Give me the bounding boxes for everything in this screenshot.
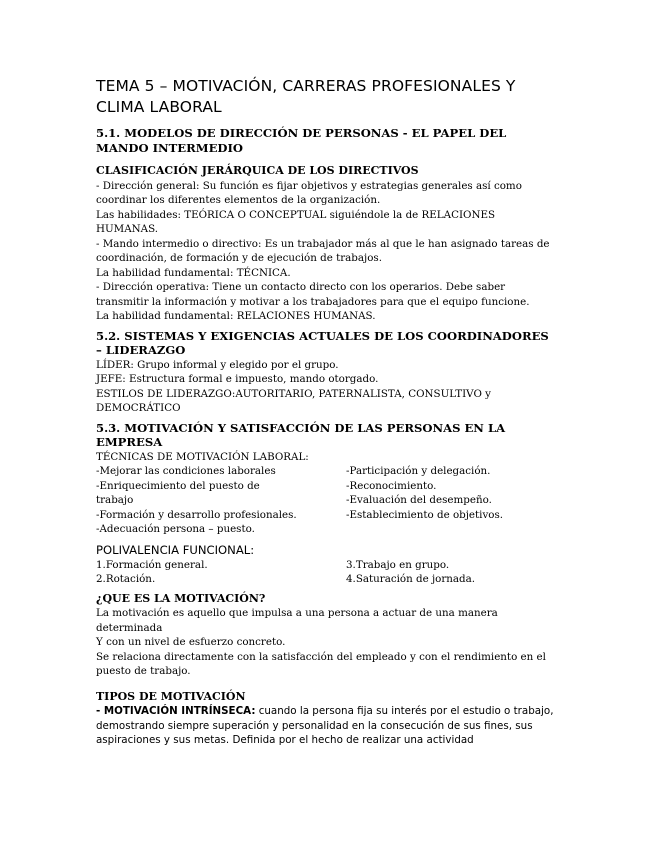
list-item: -Participación y delegación. [346, 465, 491, 477]
techniques-left-column [96, 464, 346, 537]
paragraph-line: Y con un nivel de esfuerzo concreto. [96, 636, 286, 648]
list-item: 1.Formación general. [96, 558, 208, 571]
paragraph-line: La habilidad fundamental: TÉCNICA. [96, 266, 291, 279]
list-item: -Mejorar las condiciones laborales [96, 465, 276, 477]
paragraph-line: ESTILOS DE LIDERAZGO:AUTORITARIO, PATERNALISTA, CONSULTIVO y DEMOCRÁTICO [96, 387, 491, 414]
paragraph-line: LÍDER: Grupo informal y elegido por el grupo. [96, 358, 339, 371]
techniques-right-column [346, 464, 556, 537]
polivalencia-label: POLIVALENCIA FUNCIONAL: [96, 542, 255, 557]
section-heading-tipos: TIPOS DE MOTIVACIÓN [96, 689, 246, 703]
polivalencia-left-column [96, 558, 346, 587]
techniques-label: TÉCNICAS DE MOTIVACIÓN LABORAL: [96, 450, 309, 463]
section-heading-5-3: 5.3. MOTIVACIÓN Y SATISFACCIÓN DE LAS PERSONAS EN LA EMPRESA [96, 420, 506, 449]
section-heading-5-1: 5.1. MODELOS DE DIRECCIÓN DE PERSONAS - EL PAPEL DEL MANDO INTERMEDIO [96, 126, 507, 155]
polivalencia-columns [96, 558, 556, 587]
paragraph-line: Se relaciona directamente con la satisfacción del empleado y con el rendimiento en el puesto de trabajo. [96, 650, 546, 677]
subheading-clasificacion: CLASIFICACIÓN JERÁRQUICA DE LOS DIRECTIVOS [96, 164, 419, 177]
list-item: 2.Rotación. [96, 573, 156, 585]
list-item: -Formación y desarrollo profesionales. [96, 508, 297, 521]
list-item: -Establecimiento de objetivos. [346, 508, 504, 521]
list-item: -Evaluación del desempeño. [346, 494, 492, 506]
section-heading-5-2: 5.2. SISTEMAS Y EXIGENCIAS ACTUALES DE LOS COORDINADORES – LIDERAZGO [96, 328, 549, 357]
list-item: 3.Trabajo en grupo. [346, 558, 450, 571]
techniques-columns [96, 464, 556, 537]
paragraph-line: La motivación es aquello que impulsa a una persona a actuar de una manera determinada [96, 607, 498, 634]
section-heading-que-es: ¿QUE ES LA MOTIVACIÓN? [96, 591, 266, 605]
list-item: -Adecuación persona – puesto. [96, 523, 255, 535]
paragraph-line: - Mando intermedio o directivo: Es un trabajador más al que le han asignado tareas de coordinación, de formación y de ejecución de trabajos. [96, 237, 550, 264]
paragraph-line: - Dirección general: Su función es fijar objetivos y estrategias generales así como coordinar los diferentes elementos de la organización. [96, 179, 522, 206]
list-item: -Reconocimiento. [346, 479, 437, 492]
paragraph-line: Las habilidades: TEÓRICA O CONCEPTUAL siguiéndole la de RELACIONES HUMANAS. [96, 208, 496, 235]
motivacion-intrinseca-label: - MOTIVACIÓN INTRÍNSECA: [96, 705, 256, 717]
paragraph-line: JEFE: Estructura formal e impuesto, mando otorgado. [96, 373, 379, 385]
motivacion-intrinseca-text: cuando la persona fija su interés por el estudio o trabajo, demostrando siempre superación y personalidad en la consecución de sus fines, sus aspiraciones y sus metas. Definida por el hecho de realizar una actividad [96, 705, 554, 746]
document-content [96, 76, 556, 748]
motivacion-intrinseca-paragraph [96, 704, 556, 748]
polivalencia-right-column [346, 558, 556, 587]
list-item: -Enriquecimiento del puesto de trabajo [96, 479, 260, 506]
paragraph-line: - Dirección operativa: Tiene un contacto directo con los operarios. Debe saber transmitir la información y motivar a los trabajadores para que el equipo funcione. [96, 281, 530, 308]
page-title: TEMA 5 – MOTIVACIÓN, CARRERAS PROFESIONALES Y CLIMA LABORAL [96, 77, 516, 116]
list-item: 4.Saturación de jornada. [346, 573, 476, 585]
paragraph-line: La habilidad fundamental: RELACIONES HUMANAS. [96, 310, 376, 322]
